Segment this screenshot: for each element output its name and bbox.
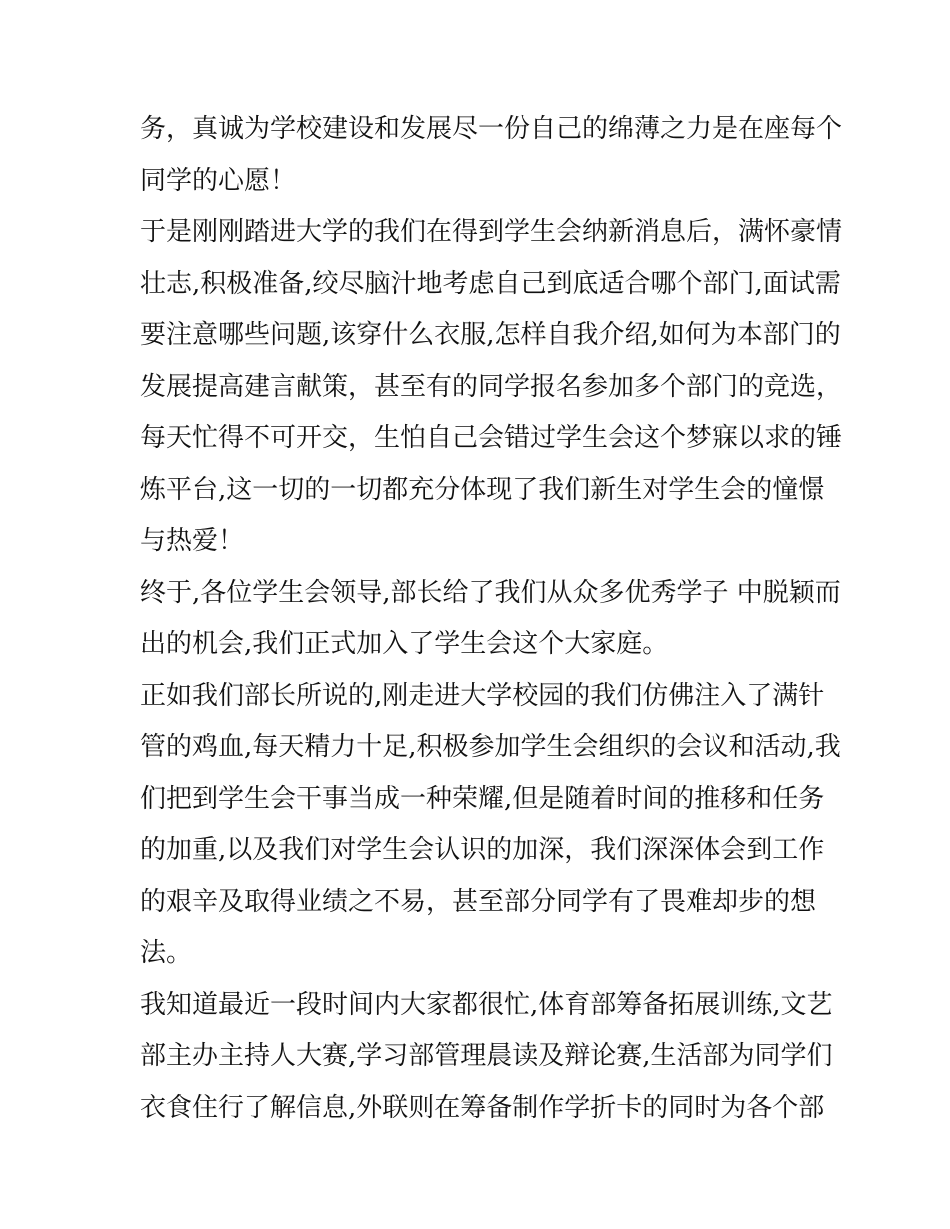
body-text [140, 104, 843, 1134]
text-line: 要注意哪些问题,该穿什么衣服,怎样自我介绍,如何为本部门的 [140, 320, 841, 350]
text-line: 终于,各位学生会领导,部长给了我们从众多优秀学子 中脱颖而 [140, 577, 841, 608]
text-line: 管的鸡血,每天精力十足,积极参加学生会组织的会议和活动,我 [140, 732, 841, 762]
text-line: 发展提高建言献策，甚至有的同学报名参加多个部门的竞选， [140, 371, 843, 402]
text-line: 于是刚刚踏进大学的我们在得到学生会纳新消息后，满怀豪情 [140, 217, 843, 247]
text-line: 出的机会,我们正式加入了学生会这个大家庭。 [140, 629, 669, 659]
text-line: 我知道最近一段时间内大家都很忙,体育部筹备拓展训练,文艺 [140, 989, 833, 1020]
text-line: 同学的心愿！ [140, 165, 297, 196]
text-line: 法。 [140, 938, 193, 968]
text-line: 务，真诚为学校建设和发展尽一份自己的绵薄之力是在座每个 [140, 114, 843, 144]
text-line: 衣食住行了解信息,外联则在筹备制作学折卡的同时为各个部 [140, 1092, 825, 1123]
text-line: 正如我们部长所说的,刚走进大学校园的我们仿佛注入了满针 [140, 680, 825, 711]
text-line: 炼平台,这一切的一切都充分体现了我们新生对学生会的憧憬 [140, 474, 825, 505]
text-line: 的艰辛及取得业绩之不易，甚至部分同学有了畏难却步的想 [140, 886, 817, 917]
text-line: 与热爱！ [140, 526, 245, 556]
text-line: 每天忙得不可开交，生怕自己会错过学生会这个梦寐以求的锤 [140, 423, 843, 453]
text-line: 们把到学生会干事当成一种荣耀,但是随着时间的推移和任务 [140, 783, 825, 814]
text-line: 的加重,以及我们对学生会认识的加深，我们深深体会到工作 [140, 835, 825, 865]
text-line: 壮志,积极准备,绞尽脑汁地考虑自己到底适合哪个部门,面试需 [140, 268, 841, 299]
text-line: 部主办主持人大赛,学习部管理晨读及辩论赛,生活部为同学们 [140, 1041, 833, 1071]
